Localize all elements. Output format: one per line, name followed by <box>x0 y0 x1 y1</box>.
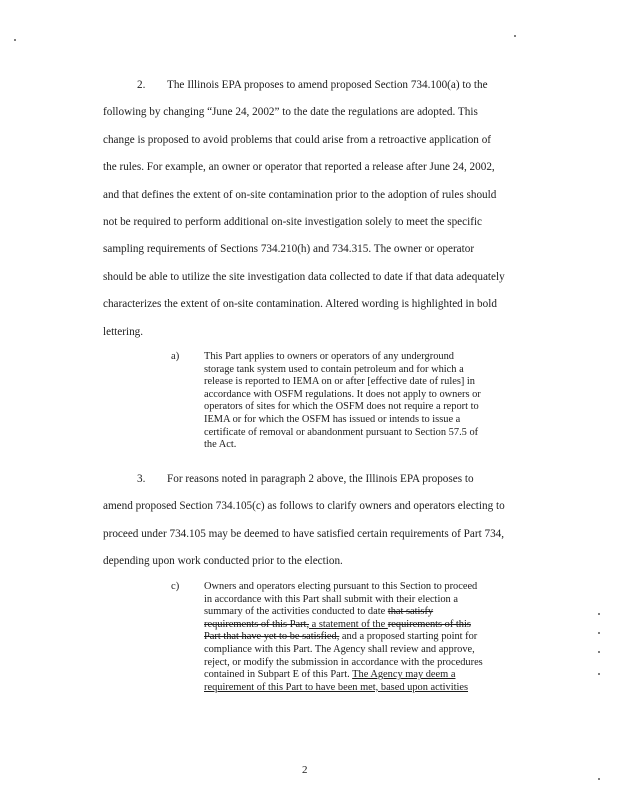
paragraph-2-line: sampling requirements of Sections 734.210(h) and 734.315. The owner or operator <box>103 243 475 256</box>
paragraph-3-line: depending upon work conducted prior to the election. <box>103 555 343 568</box>
inserted-text: requirement of this Part to have been met, based upon activities <box>204 681 469 693</box>
scan-speck <box>514 35 516 37</box>
paragraph-2-number: 2. <box>137 79 146 91</box>
paragraph-2-line: the rules. For example, an owner or operator that reported a release after June 24, 2002, <box>103 161 495 174</box>
paragraph-2-line: not be required to perform additional on-site investigation solely to meet the specific <box>103 216 483 229</box>
scan-speck <box>598 632 600 634</box>
paragraph-2-line: and that defines the extent of on-site contamination prior to the adoption of rules should <box>103 188 497 201</box>
block-c-marker: c) <box>171 581 180 592</box>
inserted-text: The Agency may deem a <box>352 669 456 681</box>
scan-speck <box>598 778 600 780</box>
deleted-text: requirements of this <box>387 618 471 630</box>
paragraph-3-line: 3. For reasons noted in paragraph 2 above, the Illinois EPA proposes to <box>103 473 474 485</box>
paragraph-3-line: proceed under 734.105 may be deemed to have satisfied certain requirements of Part 734, <box>103 527 505 540</box>
block-a-text: This Part applies to owners or operators of any underground storage tank system used to contain petroleum and for which a release is reported to IEMA on or after [effective date of rules] in accordance with OSFM regulations. It does not apply to owners or operators of sites for which the OSFM does not require a report to IEMA or for which the OSFM has issued or intends to issue a certificate of removal or abandonment pursuant to Section 57.5 of the Act. <box>204 351 481 451</box>
block-c-text: Owners and operators electing pursuant to this Section to proceed in accordance with this Part shall submit with their election a summary of the activities conducted to date that satisfy requirements of this Part, a statement of the requirements of this Part that have yet to be satisfied, and a proposed starting point for compliance with this Part. The Agency shall review and approve, reject, or modify the submission in accordance with the procedures contained in Subpart E of this Part. The Agency may deem a requirement of this Part to have been met, based upon activities <box>204 581 483 693</box>
scan-speck <box>598 651 600 653</box>
scan-speck <box>14 39 16 41</box>
paragraph-2-line: 2. The Illinois EPA proposes to amend proposed Section 734.100(a) to the <box>103 79 488 91</box>
scan-speck <box>598 613 600 615</box>
paragraph-2-line: change is proposed to avoid problems that could arise from a retroactive application of <box>103 133 492 146</box>
scan-speck <box>598 673 600 675</box>
deleted-text: requirements of this Part, <box>204 618 310 630</box>
paragraph-3-number: 3. <box>137 473 146 485</box>
deleted-text: that satisfy <box>387 606 434 618</box>
paragraph-3 <box>103 466 523 576</box>
paragraph-3-line: amend proposed Section 734.105(c) as follows to clarify owners and operators electing to <box>103 500 505 513</box>
inserted-text: a statement of the <box>309 618 388 630</box>
paragraph-2-line: should be able to utilize the site investigation data collected to date if that data adequately <box>103 270 505 283</box>
paragraph-2-line: characterizes the extent of on-site contamination. Altered wording is highlighted in bold <box>103 298 497 311</box>
block-a-marker: a) <box>171 351 180 362</box>
deleted-text: Part that have yet to be satisfied, <box>204 631 340 643</box>
paragraph-2-line: following by changing “June 24, 2002” to the date the regulations are adopted. This <box>103 106 478 119</box>
page-number: 2 <box>302 764 308 776</box>
paragraph-2-line: lettering. <box>103 325 144 338</box>
paragraph-2 <box>103 72 523 346</box>
